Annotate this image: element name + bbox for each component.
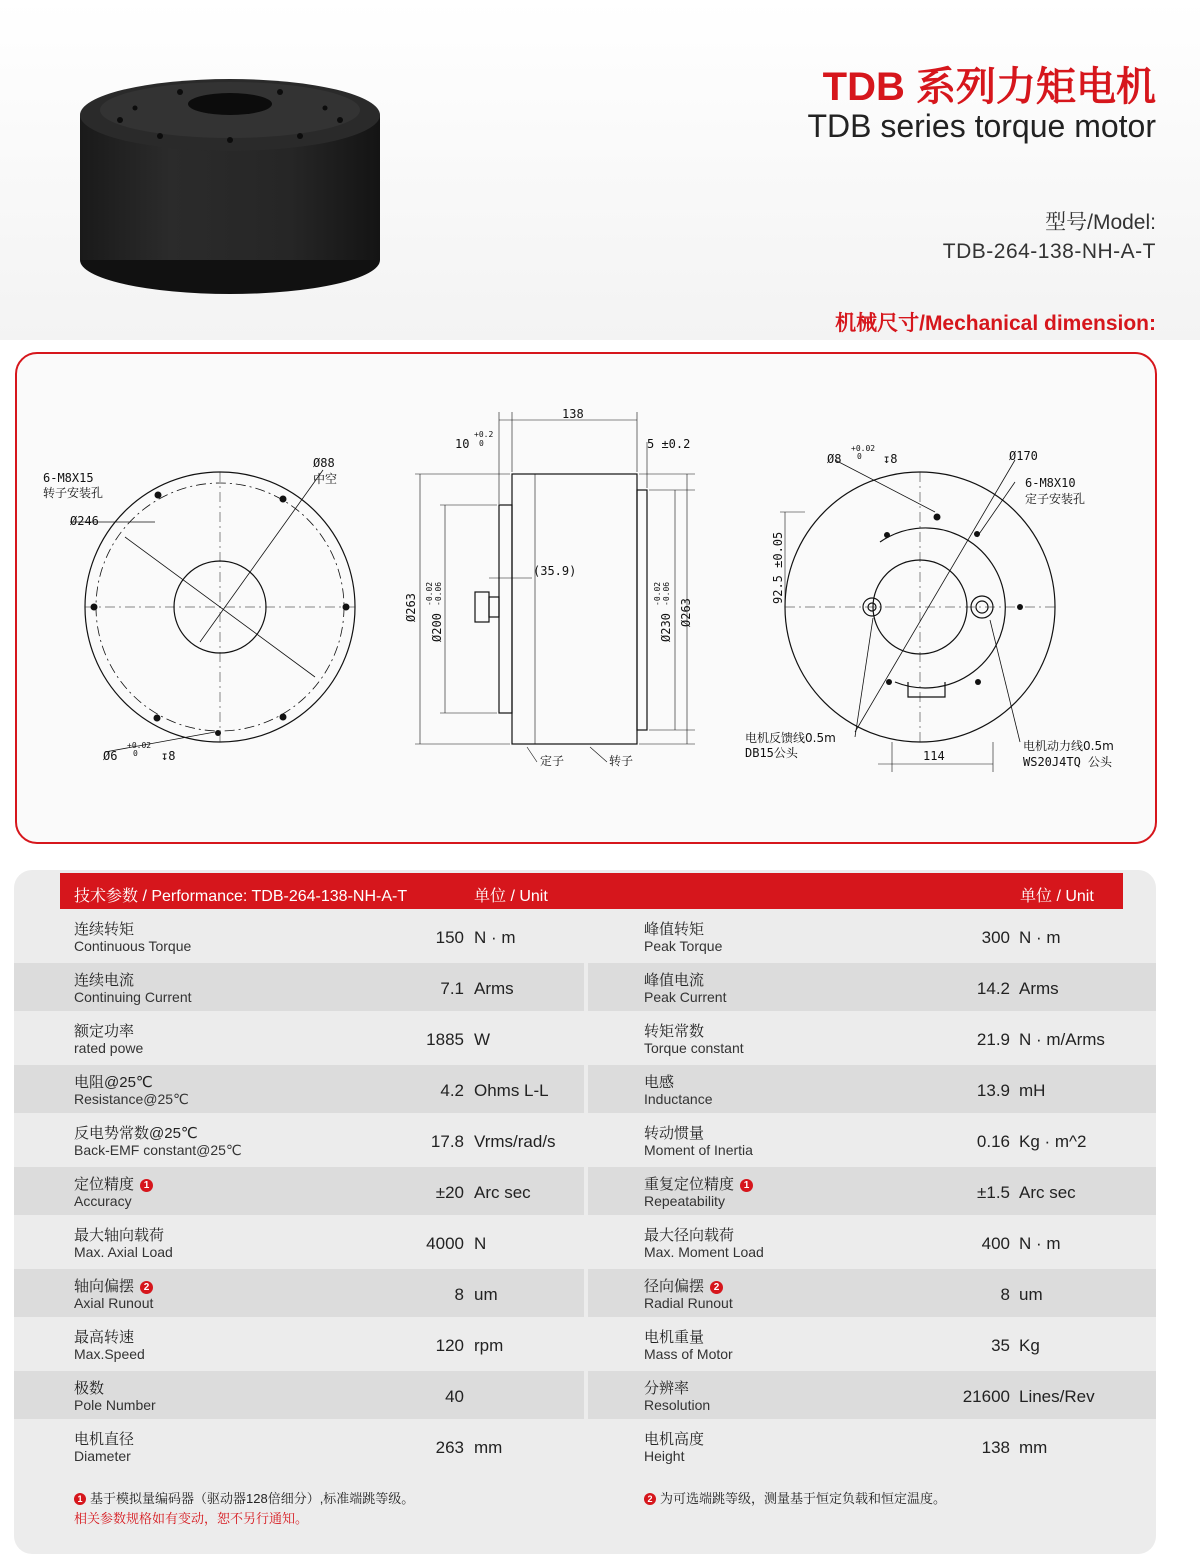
back-holes-desc: 定子安装孔 — [1025, 492, 1086, 506]
footnote-marker: 1 — [740, 1179, 753, 1192]
param-value: 1885 — [426, 1030, 464, 1049]
param-value: 138 — [981, 1438, 1010, 1457]
param-name-cn-text: 峰值电流 — [644, 972, 705, 989]
param-name-en: Resistance@25℃ — [74, 1091, 189, 1107]
side-dia-230-tol-up: -0.02 — [653, 581, 662, 606]
param-unit: N · m — [1019, 928, 1061, 947]
side-right-step: 5 ±0.2 — [647, 437, 691, 451]
param-cell-right — [588, 1371, 1156, 1419]
back-dia-170: Ø170 — [1009, 449, 1038, 463]
table-header-title: 技术参数 / Performance: TDB-264-138-NH-A-T — [74, 888, 408, 905]
param-name-cn-text: 最大径向载荷 — [644, 1227, 735, 1244]
param-name-cn-text: 最大轴向载荷 — [74, 1227, 165, 1244]
param-unit: rpm — [474, 1336, 504, 1355]
side-dia-200: Ø200 — [430, 613, 444, 642]
back-view-drawing — [780, 460, 1055, 772]
param-name-cn-text: 转动惯量 — [644, 1125, 705, 1142]
param-cell-left — [14, 1269, 584, 1317]
param-name-cn-text: 连续电流 — [74, 972, 135, 989]
param-name-cn — [74, 1122, 198, 1143]
param-value: 120 — [435, 1336, 464, 1355]
param-name-cn-text: 重复定位精度 — [644, 1176, 735, 1193]
param-value: 400 — [981, 1234, 1010, 1253]
param-unit: mm — [1019, 1438, 1048, 1457]
back-power-cable: 电机动力线0.5m — [1023, 739, 1114, 753]
table-row — [14, 1065, 1156, 1113]
param-name-cn — [644, 1377, 689, 1398]
param-cell-left — [14, 1422, 584, 1470]
mechanical-dimension-label: 机械尺寸/Mechanical dimension: — [835, 312, 1156, 335]
param-value: 21.9 — [976, 1030, 1010, 1049]
back-pin-dia: Ø8 — [827, 452, 842, 466]
param-name-cn-text: 电感 — [644, 1074, 675, 1091]
param-cell-right — [588, 912, 1156, 960]
param-name-en: Continuing Current — [74, 989, 192, 1005]
side-left-tol-lo: 0 — [479, 439, 484, 448]
param-name-en: Max. Axial Load — [74, 1244, 173, 1260]
table-row — [14, 963, 1156, 1011]
param-cell-left — [14, 1167, 584, 1215]
param-unit: um — [1019, 1285, 1043, 1304]
front-holes-label: 6-M8X15 — [43, 471, 94, 485]
table-row — [14, 1422, 1156, 1470]
param-name-en: Accuracy — [74, 1193, 132, 1209]
param-name-en: Max.Speed — [74, 1346, 145, 1362]
param-name-cn-text: 电机高度 — [644, 1431, 705, 1448]
side-dia-230: Ø230 — [659, 613, 673, 642]
param-value: 4.2 — [440, 1081, 464, 1100]
param-unit: Arms — [1019, 979, 1059, 998]
footnote-1 — [74, 1488, 414, 1507]
param-name-cn — [644, 1173, 753, 1194]
param-name-cn — [74, 1224, 164, 1245]
param-name-cn — [74, 918, 134, 939]
param-name-cn — [644, 1020, 704, 1041]
param-name-en: Mass of Motor — [644, 1346, 733, 1362]
param-name-en: Torque constant — [644, 1040, 744, 1056]
param-unit: Lines/Rev — [1019, 1387, 1095, 1406]
table-row — [14, 1218, 1156, 1266]
back-holes-label: 6-M8X10 — [1025, 476, 1076, 490]
param-cell-left — [14, 912, 584, 960]
param-cell-left — [14, 1065, 584, 1113]
param-unit: Arc sec — [474, 1183, 531, 1202]
footnote-1-text: 基于模拟量编码器（驱动器128倍细分）,标准端跳等级。 — [90, 1491, 415, 1506]
param-unit: mm — [474, 1438, 503, 1457]
param-cell-right — [588, 1065, 1156, 1113]
param-name-cn — [644, 1326, 704, 1347]
footnote-1-badge: 1 — [74, 1493, 86, 1505]
param-name-cn — [644, 918, 704, 939]
table-row — [14, 1269, 1156, 1317]
side-left-tol-up: +0.2 — [474, 430, 494, 439]
param-name-cn-text: 额定功率 — [74, 1023, 135, 1040]
param-name-cn — [644, 1071, 674, 1092]
param-name-cn-text: 径向偏摆 — [644, 1278, 705, 1295]
table-row — [14, 1014, 1156, 1062]
param-name-en: Peak Torque — [644, 938, 723, 954]
param-name-cn-text: 定位精度 — [74, 1176, 135, 1193]
motor-product-image — [60, 60, 400, 300]
footnote-2-badge: 2 — [644, 1493, 656, 1505]
param-name-en: Inductance — [644, 1091, 713, 1107]
param-name-cn-text: 峰值转矩 — [644, 921, 705, 938]
model-value: TDB-264-138-NH-A-T — [942, 240, 1156, 263]
param-name-cn — [74, 1020, 134, 1041]
side-connector-offset: (35.9) — [533, 564, 577, 578]
title-chinese: TDB 系列力矩电机 — [822, 65, 1156, 109]
footnote-2-text: 为可选端跳等级，测量基于恒定负载和恒定温度。 — [660, 1491, 947, 1506]
param-value: 35 — [991, 1336, 1010, 1355]
param-name-cn — [74, 1275, 153, 1296]
back-pin-depth: ↧8 — [883, 452, 898, 466]
param-name-cn-text: 轴向偏摆 — [74, 1278, 135, 1295]
back-height-92-5: 92.5 ±0.05 — [771, 531, 785, 604]
param-value: 21600 — [962, 1387, 1010, 1406]
footnote-marker: 1 — [140, 1179, 153, 1192]
param-unit: N · m — [474, 928, 516, 947]
param-cell-right — [588, 1320, 1156, 1368]
table-row — [14, 912, 1156, 960]
footnote-marker: 2 — [710, 1281, 723, 1294]
side-left-step: 10 — [455, 437, 470, 451]
back-feedback-connector: DB15公头 — [745, 746, 798, 760]
footnote-disclaimer: 相关参数规格如有变动，恕不另行通知。 — [74, 1511, 309, 1526]
param-value: 14.2 — [976, 979, 1010, 998]
table-header-unit-right: 单位 / Unit — [1020, 888, 1094, 905]
param-name-cn — [644, 1224, 734, 1245]
footnote-2 — [644, 1488, 946, 1507]
param-name-cn-text: 反电势常数@25℃ — [74, 1125, 198, 1142]
table-header-unit-left: 单位 / Unit — [474, 888, 548, 905]
param-name-cn — [644, 1428, 704, 1449]
title-english: TDB series torque motor — [807, 108, 1156, 144]
param-unit: W — [474, 1030, 491, 1049]
param-unit: N · m/Arms — [1019, 1030, 1105, 1049]
param-name-en: Max. Moment Load — [644, 1244, 764, 1260]
side-width-138: 138 — [562, 407, 584, 421]
param-name-en: Resolution — [644, 1397, 711, 1413]
param-name-cn — [644, 969, 704, 990]
param-name-en: Continuous Torque — [74, 938, 192, 954]
param-name-cn-text: 最高转速 — [74, 1329, 135, 1346]
param-name-cn-text: 转矩常数 — [644, 1023, 705, 1040]
param-cell-left — [14, 1371, 584, 1419]
front-pin-tol-up: +0.02 — [127, 741, 152, 750]
model-label: 型号/Model: — [1045, 211, 1156, 234]
technical-drawings — [15, 352, 1153, 840]
back-feedback-cable: 电机反馈线0.5m — [745, 731, 836, 745]
front-holes-desc: 转子安装孔 — [43, 486, 104, 500]
table-header — [60, 873, 1123, 909]
front-dia-246: Ø246 — [70, 514, 99, 528]
param-value: 263 — [435, 1438, 464, 1457]
param-name-cn-text: 电机直径 — [74, 1431, 135, 1448]
param-name-en: Back-EMF constant@25℃ — [74, 1142, 242, 1158]
front-bore-hollow: 中空 — [313, 472, 338, 486]
table-row — [14, 1167, 1156, 1215]
param-cell-left — [14, 963, 584, 1011]
param-name-en: Diameter — [74, 1448, 131, 1464]
param-name-cn-text: 电机重量 — [644, 1329, 705, 1346]
front-pin-depth: ↧8 — [161, 749, 176, 763]
param-cell-right — [588, 1422, 1156, 1470]
param-name-cn — [74, 1428, 134, 1449]
param-unit: Arc sec — [1019, 1183, 1076, 1202]
param-unit: N · m — [1019, 1234, 1061, 1253]
footnote-marker: 2 — [140, 1281, 153, 1294]
front-pin-dia: Ø6 — [103, 749, 118, 763]
param-name-cn — [74, 1326, 134, 1347]
param-cell-right — [588, 1218, 1156, 1266]
param-name-en: Height — [644, 1448, 685, 1464]
param-cell-left — [14, 1116, 584, 1164]
back-spacing-114: 114 — [923, 749, 945, 763]
side-dia-200-tol-up: -0.02 — [425, 581, 434, 606]
param-unit: Vrms/rad/s — [474, 1132, 556, 1151]
param-cell-left — [14, 1320, 584, 1368]
table-row — [14, 1320, 1156, 1368]
param-unit: Arms — [474, 979, 514, 998]
front-bore-88: Ø88 — [313, 456, 335, 470]
param-name-en: Radial Runout — [644, 1295, 733, 1311]
param-name-cn-text: 极数 — [74, 1380, 105, 1397]
param-name-cn-text: 分辨率 — [644, 1380, 690, 1397]
param-name-cn — [74, 1071, 153, 1092]
param-value: 40 — [445, 1387, 464, 1406]
side-dia-263-right: Ø263 — [679, 598, 693, 627]
param-value: 4000 — [426, 1234, 464, 1253]
param-unit: N — [474, 1234, 487, 1253]
param-name-cn-text: 电阻@25℃ — [74, 1074, 153, 1091]
param-unit: Kg · m^2 — [1019, 1132, 1087, 1151]
param-cell-right — [588, 1167, 1156, 1215]
front-pin-tol-lo: 0 — [133, 749, 138, 758]
param-value: 13.9 — [976, 1081, 1010, 1100]
back-power-connector: WS20J4TQ 公头 — [1023, 755, 1113, 769]
param-value: 0.16 — [976, 1132, 1010, 1151]
front-view-drawing — [70, 470, 355, 752]
table-row — [14, 1371, 1156, 1419]
param-value: ±1.5 — [977, 1183, 1010, 1202]
param-value: 17.8 — [430, 1132, 464, 1151]
param-cell-right — [588, 1269, 1156, 1317]
param-cell-left — [14, 1218, 584, 1266]
param-value: 150 — [435, 928, 464, 947]
table-row — [14, 1116, 1156, 1164]
param-name-cn — [74, 969, 134, 990]
param-name-en: Axial Runout — [74, 1295, 154, 1311]
side-rotor-label: 转子 — [609, 754, 634, 768]
back-pin-tol-up: +0.02 — [851, 444, 876, 453]
param-name-cn — [74, 1377, 104, 1398]
side-dia-230-tol-lo: -0.06 — [662, 581, 671, 606]
param-value: 300 — [981, 928, 1010, 947]
param-name-cn-text: 连续转矩 — [74, 921, 135, 938]
param-unit: mH — [1019, 1081, 1046, 1100]
param-name-cn — [644, 1122, 704, 1143]
side-stator-label: 定子 — [540, 754, 565, 768]
param-cell-right — [588, 1116, 1156, 1164]
param-cell-left — [14, 1014, 584, 1062]
back-pin-tol-lo: 0 — [857, 452, 862, 461]
param-name-en: Repeatability — [644, 1193, 725, 1209]
param-cell-right — [588, 1014, 1156, 1062]
param-unit: Ohms L-L — [474, 1081, 549, 1100]
param-name-en: rated powe — [74, 1040, 144, 1056]
param-value: 8 — [1000, 1285, 1010, 1304]
param-unit: Kg — [1019, 1336, 1040, 1355]
param-cell-right — [588, 963, 1156, 1011]
param-value: 8 — [454, 1285, 464, 1304]
param-name-en: Peak Current — [644, 989, 727, 1005]
param-value: 7.1 — [440, 979, 464, 998]
param-name-en: Moment of Inertia — [644, 1142, 753, 1158]
param-name-cn — [74, 1173, 153, 1194]
side-dia-263-left: Ø263 — [404, 593, 418, 622]
param-name-cn — [644, 1275, 723, 1296]
param-value: ±20 — [435, 1183, 464, 1202]
side-dia-200-tol-lo: -0.06 — [434, 581, 443, 606]
param-name-en: Pole Number — [74, 1397, 156, 1413]
param-unit: um — [474, 1285, 498, 1304]
